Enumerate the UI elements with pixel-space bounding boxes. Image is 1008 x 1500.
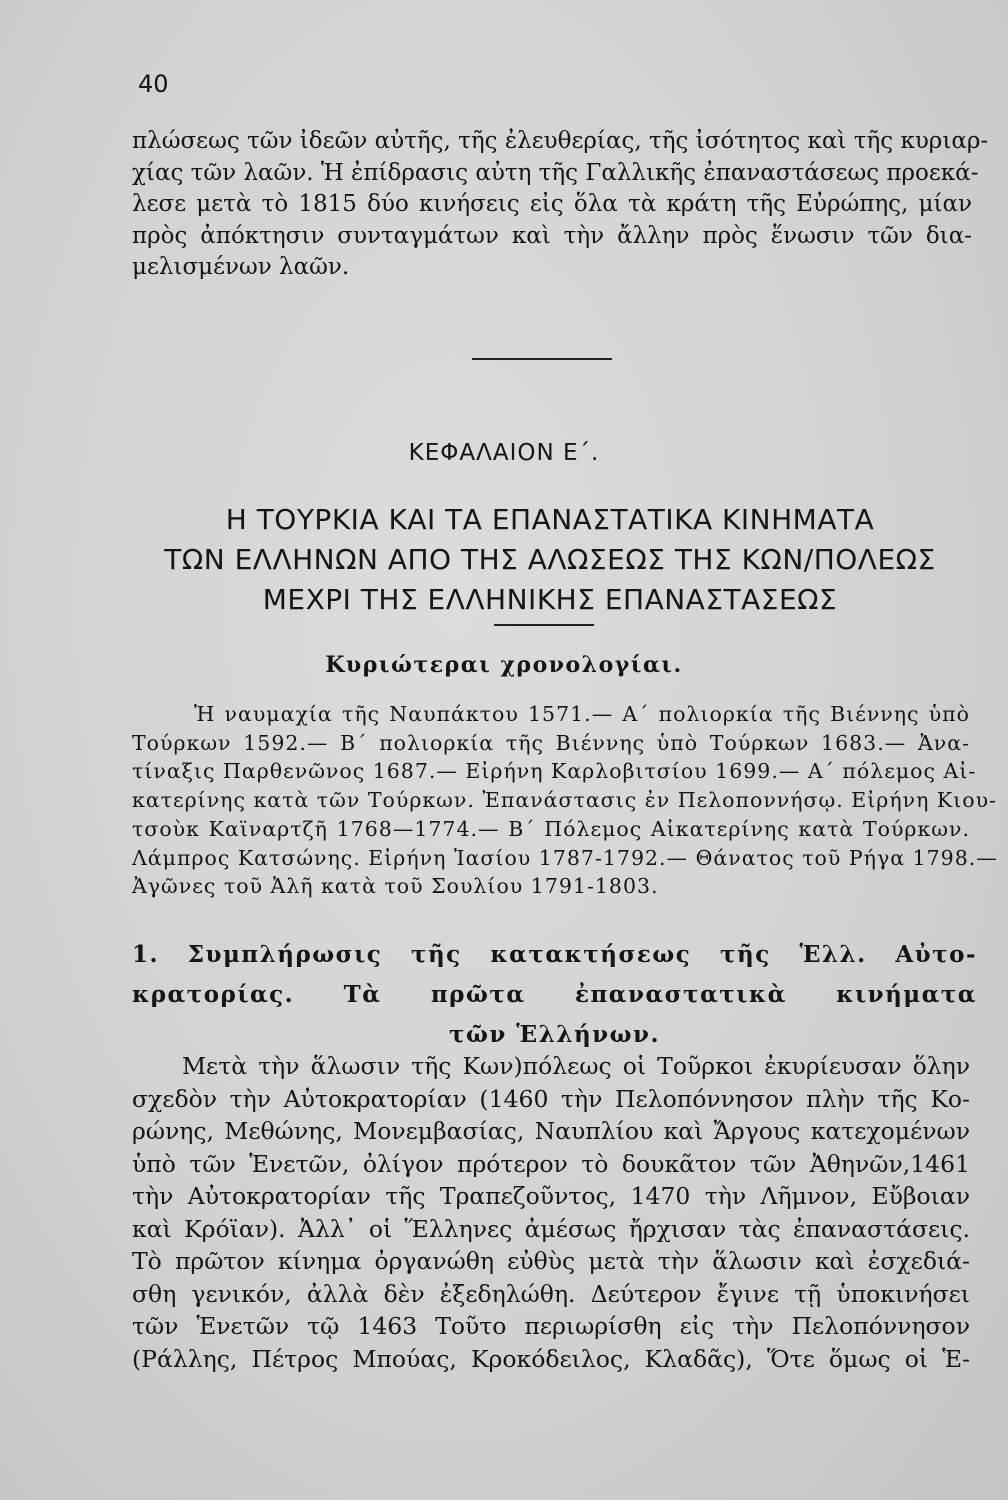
text-line: καὶ Κρόϊαν). Ἀλλ᾿ οἱ Ἕλληνες ἀμέσως ἤρχισαν τὰς ἐπαναστάσεις. [132,1214,970,1243]
text-line: Ἀγῶνες τοῦ Ἀλῆ κατὰ τοῦ Σουλίου 1791-1803. [132,874,659,899]
intro-paragraph [132,126,989,284]
text-line: τὴν Αὐτοκρατορίαν τῆς Τραπεζοῦντος, 1470 τὴν Λῆμνον, Εὔβοιαν [132,1182,970,1210]
text-line: χίας τῶν λαῶν. Ἡ ἐπίδρασις αὐτη τῆς Γαλλικῆς ἐπαναστάσεως προεκά- [132,159,979,186]
text-line: Μετὰ τὴν ἅλωσιν τῆς Κων)πόλεως οἱ Τοῦρκοι ἐκυρίευσαν ὅλην [182,1052,970,1080]
section-body [132,1050,970,1375]
chapter-title-line: ΜΕΧΡΙ ΤΗΣ ΕΛΛΗΝΙΚΗΣ ΕΠΑΝΑΣΤΑΣΕΩΣ [262,583,838,616]
chronology-paragraph [132,700,998,901]
section-heading-line: κρατορίας. Τὰ πρῶτα ἐπαναστατικὰ κινήματα [132,981,977,1008]
text-line: Τούρκων 1592.— Β΄ πολιορκία τῆς Βιέννης ὑπὸ Τούρκων 1683.— Ἀνα- [132,730,970,755]
text-line: (Ράλλης, Πέτρος Μπούας, Κροκόδειλος, Κλαδᾶς), Ὅτε ὅμως οἱ Ἑ- [132,1344,970,1373]
title-underline-rule [494,624,594,626]
chapter-title-line: ΤΩΝ ΕΛΛΗΝΩΝ ΑΠΟ ΤΗΣ ΑΛΩΣΕΩΣ ΤΗΣ ΚΩΝ/ΠΟΛΕΩΣ [164,543,936,576]
text-line: πλώσεως τῶν ἰδεῶν αὐτῆς, τῆς ἐλευθερίας, τῆς ἰσότητος καὶ τῆς κυριαρ- [132,128,989,154]
chapter-title-line: Η ΤΟΥΡΚΙΑ ΚΑΙ ΤΑ ΕΠΑΝΑΣΤΑΤΙΚΑ ΚΙΝΗΜΑΤΑ [225,503,875,536]
chronology-heading: Κυριώτεραι χρονολογίαι. [325,652,683,678]
section-heading [132,935,977,1055]
text-line: κατερίνης κατὰ τῶν Τούρκων. Ἐπανάστασις ἐν Πελοποννήσῳ. Εἰρήνη Κιου- [132,788,997,813]
text-line: Ἡ ναυμαχία τῆς Ναυπάκτου 1571.— Α΄ πολιορκία τῆς Βιέννης ὑπὸ [194,702,970,726]
text-line: σθη γενικόν, ἀλλὰ δὲν ἐξεδηλώθη. Δεύτερον ἔγινε τῇ ὑποκινήσει [132,1279,970,1308]
separator-rule [472,358,612,360]
text-line: τίναξις Παρθενῶνος 1687.— Εἰρήνη Καρλοβιτσίου 1699.— Α΄ πόλεμος Αἰ- [132,759,977,784]
text-line: ὑπὸ τῶν Ἑνετῶν, ὀλίγον πρότερον τὸ δουκᾶτον τῶν Ἀθηνῶν,1461 [132,1149,970,1178]
text-line: τῶν Ἑνετῶν τῷ 1463 Τοῦτο περιωρίσθη εἰς τὴν Πελοπόννησον [132,1312,970,1340]
text-line: σχεδὸν τὴν Αὐτοκρατορίαν (1460 τὴν Πελοπόννησον πλὴν τῆς Κο- [132,1084,970,1113]
text-line: ρώνης, Μεθώνης, Μονεμβασίας, Ναυπλίου καὶ Ἄργους κατεχομένων [132,1117,970,1145]
chapter-title [120,500,980,620]
page-number: 40 [138,70,169,98]
text-line: Τὸ πρῶτον κίνημα ὀργανώθη εὐθὺς μετὰ τὴν ἅλωσιν καὶ ἐσχεδιά- [132,1247,970,1275]
text-line: πρὸς ἀπόκτησιν συνταγμάτων καὶ τὴν ἄλλην πρὸς ἕνωσιν τῶν δια- [132,222,972,249]
text-line: μελισμένων λαῶν. [132,254,350,280]
text-line: Λάμπρος Κατσώνης. Εἰρήνη Ἰασίου 1787-1792.— Θάνατος τοῦ Ρήγα 1798.— [132,845,998,870]
section-heading-line: τῶν Ἑλλήνων. [448,1021,661,1048]
text-line: τσοὺκ Καϊναρτζῆ 1768—1774.— Β΄ Πόλεμος Αἰκατερίνης κατὰ Τούρκων. [132,816,970,841]
chapter-label: ΚΕΦΑΛΑΙΟΝ Ε΄. [408,440,600,466]
text-line: λεσε μετὰ τὸ 1815 δύο κινήσεις εἰς ὅλα τὰ κράτη τῆς Εὐρώπης, μίαν [132,191,972,217]
section-heading-line: 1. Συμπλήρωσις τῆς κατακτήσεως τῆς Ἑλλ. Αὐτο- [132,941,977,968]
